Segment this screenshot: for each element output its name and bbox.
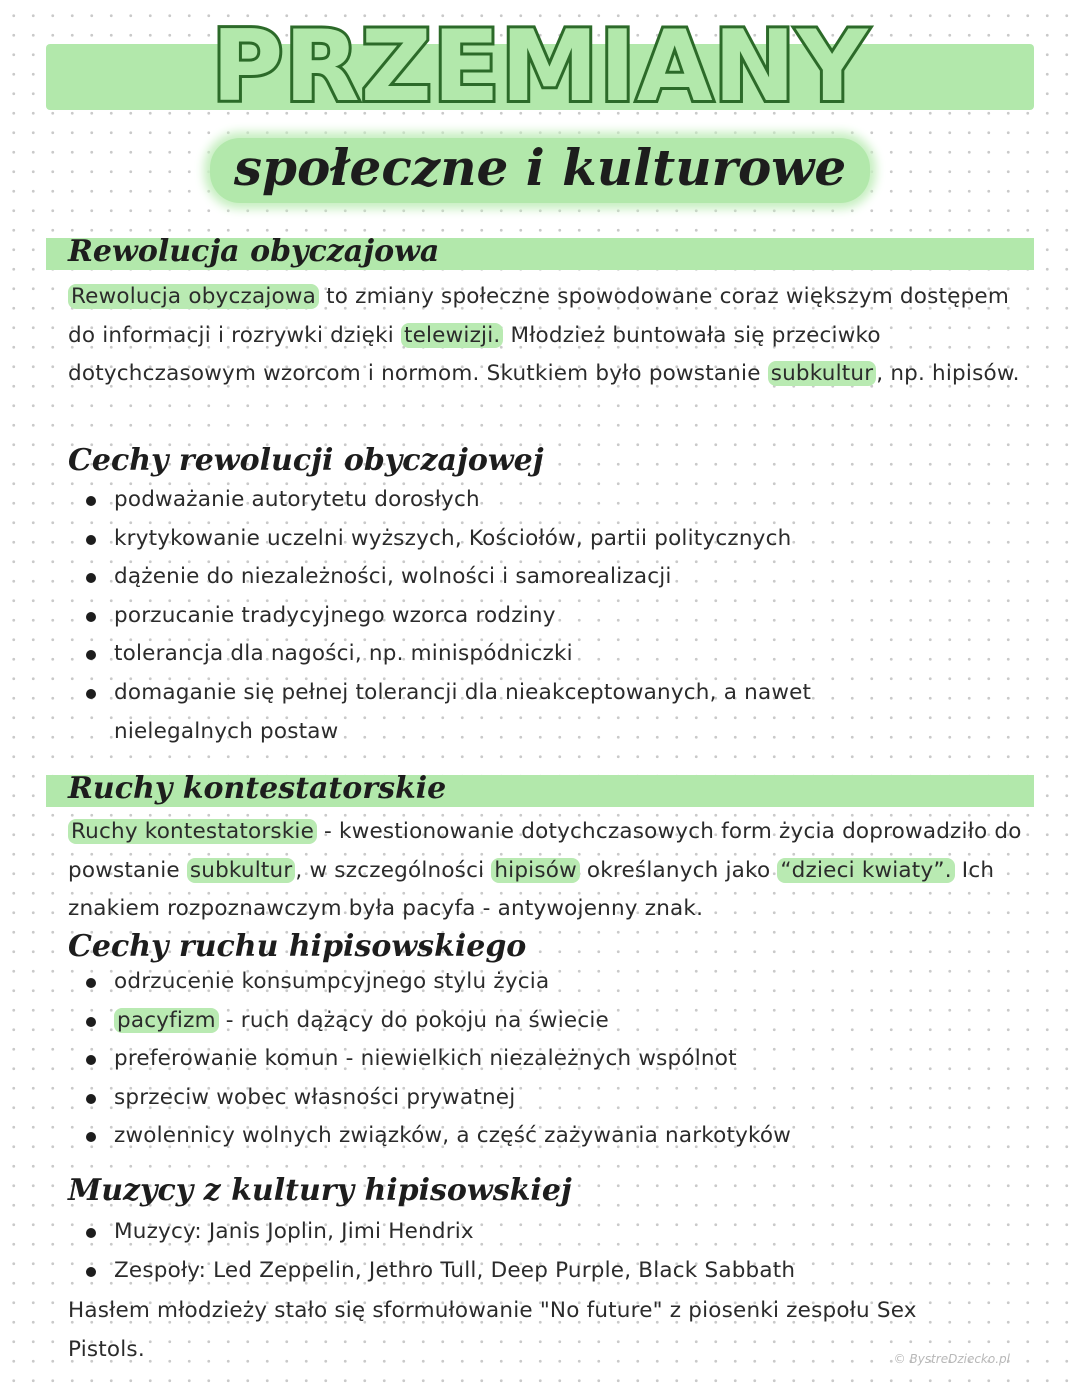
list-item: sprzeciw wobec własności prywatnej [80,1079,1010,1118]
list-item: odrzucenie konsumpcyjnego stylu życia [80,963,1010,1002]
highlight-term: Ruchy kontestatorskie [68,819,317,844]
closing-paragraph: Hasłem młodzieży stało się sformułowanie "No future" z piosenki zespołu Sex Pistols. [68,1298,917,1362]
highlight-hipisi: hipisów [491,858,580,883]
highlight-dzieci-kwiaty: “dzieci kwiaty”. [777,858,954,883]
list-item: zwolennicy wolnych związków, a część zażywania narkotyków [80,1117,1010,1156]
watermark: © BystreDziecko.pl [893,1352,1010,1366]
list-item: Muzycy: Janis Joplin, Jimi Hendrix [80,1213,1010,1252]
paragraph-text: to zmiany społeczne spowodowane coraz większym dostępem do informacji i rozrywki dzięki [68,284,1009,348]
paragraph-text: - kwestionowanie dotychczasowych form życia doprowadziło do powstanie [68,819,1022,883]
section-heading-ruchy: Ruchy kontestatorskie [68,771,447,806]
list-item: dążenie do niezależności, wolności i samorealizacji [80,558,1010,597]
music-list [80,1213,1010,1290]
section-heading-rewolucja: Rewolucja obyczajowa [68,234,440,269]
features-heading-hipisi: Cechy ruchu hipisowskiego [68,929,527,964]
paragraph-text: Młodzież buntowała się przeciwko dotychczasowym wzorcom i normom. Skutkiem było powstanie [68,322,881,387]
music-heading: Muzycy z kultury hipisowskiej [68,1173,572,1208]
highlight-pacyfizm: pacyfizm [114,1008,219,1033]
paragraph-text: określanych jako [579,857,778,883]
page-subtitle: społeczne i kulturowe [210,138,870,203]
features-list-rewolucja [80,481,1010,751]
list-item: podważanie autorytetu dorosłych [80,481,1010,520]
list-item: tolerancja dla nagości, np. minispódniczki [80,635,1010,674]
list-item: porzucanie tradycyjnego wzorca rodziny [80,597,1010,636]
list-item: krytykowanie uczelni wyższych, Kościołów, partii politycznych [80,520,1010,559]
paragraph-text: , np. hipisów. [876,361,1020,387]
list-item [80,1002,1010,1041]
list-item: Zespoły: Led Zeppelin, Jethro Tull, Deep Purple, Black Sabbath [80,1252,1010,1291]
subtitle-wrapper [0,138,1080,203]
list-item: preferowanie komun - niewielkich niezależnych wspólnot [80,1040,1010,1079]
rewolucja-intro-paragraph [68,278,1028,394]
highlight-subkultury: subkultur [187,858,296,883]
paragraph-text: Ich znakiem rozpoznawczym była pacyfa - antywojenny znak. [68,857,995,922]
highlight-telewizja: telewizji. [401,323,503,348]
list-item: domaganie się pełnej tolerancji dla nieakceptowanych, a nawet nielegalnych postaw [80,674,1010,751]
features-list-hipisi [80,963,1010,1156]
highlight-term: Rewolucja obyczajowa [68,284,319,309]
page-title: PRZEMIANY [211,10,869,124]
highlight-subkultury: subkultur [768,361,877,386]
features-heading-rewolucja: Cechy rewolucji obyczajowej [68,443,544,478]
list-item-text: - ruch dążący do pokoju na świecie [218,1007,609,1033]
ruchy-intro-paragraph [68,813,1028,929]
paragraph-text: , w szczególności [295,857,492,883]
